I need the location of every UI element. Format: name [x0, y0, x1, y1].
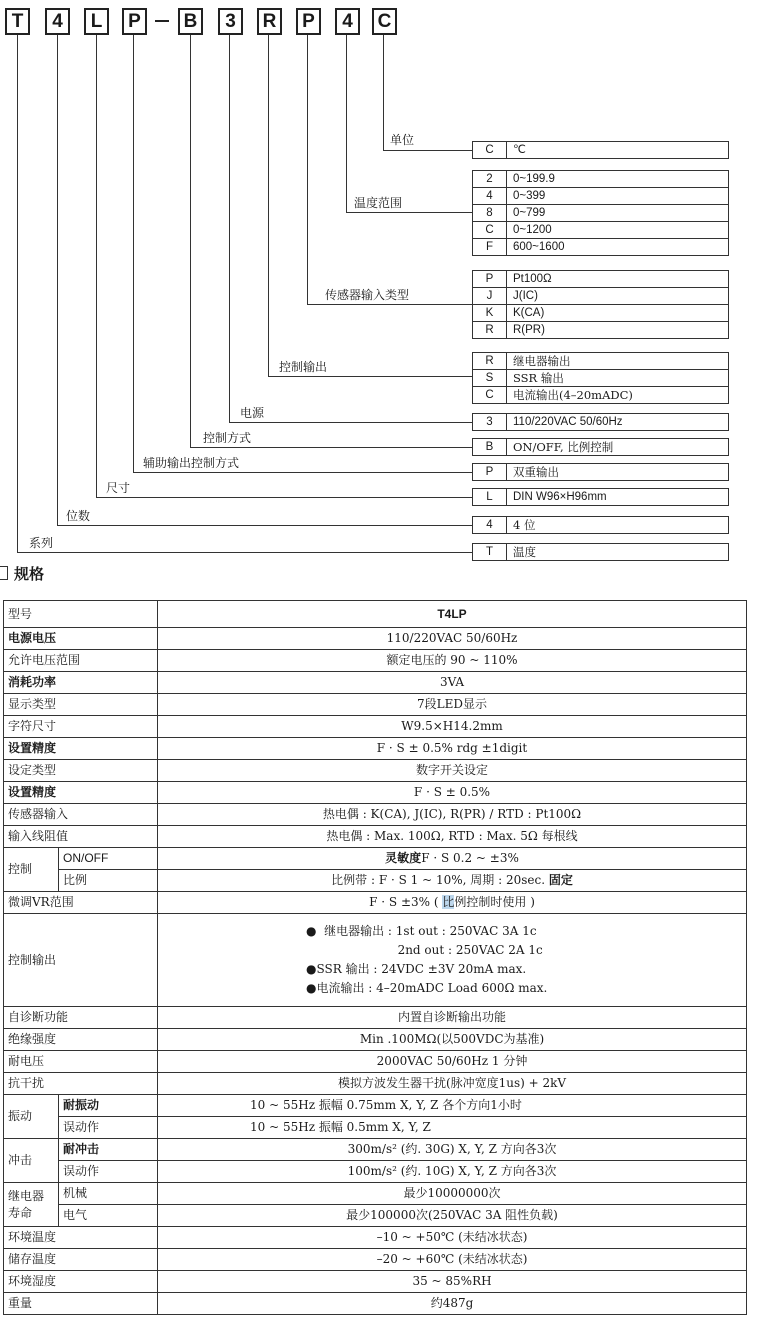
table-row: [4, 1249, 747, 1271]
code-char-sensor: P: [296, 8, 321, 35]
table-row: [4, 848, 747, 870]
spec-label-relay: [4, 1183, 59, 1227]
spec-label: 重量: [4, 1293, 158, 1315]
option-code: C: [473, 142, 507, 159]
spec-value: Min .100MΩ(以500VDC为基准): [158, 1029, 747, 1051]
table-row: [4, 1117, 747, 1139]
leader-sensor-h: [307, 304, 472, 305]
option-row: [473, 387, 729, 404]
spec-value: 约487g: [158, 1293, 747, 1315]
spec-value: 最少100000次(250VAC 3A 阻性负载): [158, 1205, 747, 1227]
table-row: [4, 1139, 747, 1161]
option-row: [473, 222, 729, 239]
table-row: [4, 1051, 747, 1073]
spec-value: 热电偶 : K(CA), J(IC), R(PR) / RTD : Pt100Ω: [158, 804, 747, 826]
spec-label: 控制输出: [4, 914, 158, 1007]
table-row: [4, 826, 747, 848]
spec-value-control-output: [158, 914, 747, 1007]
leader-aux-h: [133, 472, 472, 473]
option-code: B: [473, 439, 507, 456]
spec-value: 内置自诊断输出功能: [158, 1007, 747, 1029]
label-control-method: 控制方式: [203, 431, 252, 445]
spec-label: 微调VR范围: [4, 892, 158, 914]
spec-value: 热电偶 : Max. 100Ω, RTD : Max. 5Ω 每根线: [158, 826, 747, 848]
option-row: [473, 271, 729, 288]
table-row: [4, 1205, 747, 1227]
leader-series-v: [17, 35, 18, 553]
option-code: K: [473, 305, 507, 322]
spec-value: –10 ~ +50℃ (未结冰状态): [158, 1227, 747, 1249]
spec-section-title-text: 规格: [14, 565, 45, 583]
table-row: [4, 650, 747, 672]
option-value: 0~799: [507, 205, 729, 222]
table-row: [4, 1183, 747, 1205]
relay-label-line: 继电器: [8, 1188, 45, 1203]
leader-digits-v: [57, 35, 58, 526]
leader-method-h: [190, 447, 472, 448]
spec-sublabel: 耐冲击: [59, 1139, 158, 1161]
spec-value: 100m/s² (约. 10G) X, Y, Z 方向各3次: [158, 1161, 747, 1183]
table-row: [4, 1029, 747, 1051]
table-row: [4, 716, 747, 738]
option-code: F: [473, 239, 507, 256]
option-row: [473, 353, 729, 370]
option-row: [473, 370, 729, 387]
spec-value: 7段LED显示: [158, 694, 747, 716]
vr-value-a: F · S ±3% (: [369, 895, 443, 909]
option-table-control-output: [472, 352, 729, 404]
table-row: [4, 1293, 747, 1315]
option-table-temp-range: [472, 170, 729, 256]
spec-label: 振动: [4, 1095, 59, 1139]
option-table-digits: [472, 516, 729, 534]
table-row: [4, 1073, 747, 1095]
table-row: [4, 760, 747, 782]
spec-value: 最少10000000次: [158, 1183, 747, 1205]
spec-sublabel: 误动作: [59, 1117, 158, 1139]
spec-label: 显示类型: [4, 694, 158, 716]
vr-value-highlight: 比: [442, 895, 455, 909]
option-code: 2: [473, 171, 507, 188]
option-table-control-method: [472, 438, 729, 456]
spec-label: 电源电压: [4, 628, 158, 650]
option-code: J: [473, 288, 507, 305]
option-row: [473, 205, 729, 222]
code-char-range: 4: [335, 8, 360, 35]
option-row: [473, 517, 729, 534]
spec-value: 10 ~ 55Hz 振幅 0.5mm X, Y, Z: [158, 1117, 747, 1139]
spec-label: 耐电压: [4, 1051, 158, 1073]
option-code: T: [473, 544, 507, 561]
code-char-power: 3: [218, 8, 243, 35]
spec-value: W9.5×H14.2mm: [158, 716, 747, 738]
spec-value: T4LP: [158, 601, 747, 628]
option-value: 0~199.9: [507, 171, 729, 188]
spec-sublabel: 机械: [59, 1183, 158, 1205]
code-char-digits: 4: [45, 8, 70, 35]
spec-value: 3VA: [158, 672, 747, 694]
spec-label: 消耗功率: [4, 672, 158, 694]
spec-value: 数字开关设定: [158, 760, 747, 782]
spec-label: 冲击: [4, 1139, 59, 1183]
onoff-prefix: 灵敏度: [385, 851, 422, 865]
spec-value: 额定电压的 90 ~ 110%: [158, 650, 747, 672]
option-row: [473, 544, 729, 561]
option-value: 0~1200: [507, 222, 729, 239]
leader-size-v: [96, 35, 97, 498]
relay-label-line: 寿命: [8, 1205, 33, 1220]
ctlout-line: 2nd out : 250VAC 2A 1c: [306, 943, 543, 957]
option-value: 4 位: [507, 517, 729, 534]
table-row: [4, 1007, 747, 1029]
spec-sublabel: 比例: [59, 870, 158, 892]
spec-label: 输入线阻值: [4, 826, 158, 848]
prop-suffix: 固定: [548, 873, 573, 887]
option-value: R(PR): [507, 322, 729, 339]
spec-label: 型号: [4, 601, 158, 628]
spec-sublabel: ON/OFF: [59, 848, 158, 870]
option-value: 600~1600: [507, 239, 729, 256]
table-row: [4, 782, 747, 804]
leader-unit-h: [383, 150, 472, 151]
code-char-size: L: [84, 8, 109, 35]
spec-label: 字符尺寸: [4, 716, 158, 738]
option-row: [473, 464, 729, 481]
option-table-sensor: [472, 270, 729, 339]
option-code: S: [473, 370, 507, 387]
label-unit: 单位: [390, 133, 415, 147]
option-row: [473, 489, 729, 506]
option-value: 0~399: [507, 188, 729, 205]
spec-value: 300m/s² (约. 30G) X, Y, Z 方向各3次: [158, 1139, 747, 1161]
spec-label: 允许电压范围: [4, 650, 158, 672]
label-digits: 位数: [66, 509, 91, 523]
label-sensor: 传感器输入类型: [325, 288, 410, 302]
spec-value: 110/220VAC 50/60Hz: [158, 628, 747, 650]
code-char-series: T: [5, 8, 30, 35]
table-row: [4, 694, 747, 716]
option-table-power: [472, 413, 729, 431]
code-char-method: B: [178, 8, 203, 35]
spec-label: 控制: [4, 848, 59, 892]
ctlout-line: ●电流输出 : 4–20mADC Load 600Ω max.: [306, 981, 548, 995]
leader-power-h: [229, 422, 472, 423]
ctlout-line: ●SSR 输出 : 24VDC ±3V 20mA max.: [306, 962, 527, 976]
spec-label: 抗干扰: [4, 1073, 158, 1095]
option-table-series: [472, 543, 729, 561]
leader-output-v: [268, 35, 269, 377]
spec-label: 环境温度: [4, 1227, 158, 1249]
spec-value: 2000VAC 50/60Hz 1 分钟: [158, 1051, 747, 1073]
spec-value: 35 ~ 85%RH: [158, 1271, 747, 1293]
option-code: P: [473, 464, 507, 481]
option-table-size: [472, 488, 729, 506]
spec-value: 10 ~ 55Hz 振幅 0.75mm X, Y, Z 各个方向1小时: [158, 1095, 747, 1117]
label-temp-range: 温度范围: [354, 196, 403, 210]
spec-value: F · S ± 0.5% rdg ±1digit: [158, 738, 747, 760]
spec-label: 设定类型: [4, 760, 158, 782]
spec-value: [158, 892, 747, 914]
ctlout-line: ● 继电器输出 : 1st out : 250VAC 3A 1c: [306, 924, 537, 938]
option-code: R: [473, 322, 507, 339]
option-code: P: [473, 271, 507, 288]
option-value: K(CA): [507, 305, 729, 322]
option-code: R: [473, 353, 507, 370]
option-value: 电流输出(4–20mADC): [507, 387, 729, 404]
spec-label: 设置精度: [4, 738, 158, 760]
option-row: [473, 288, 729, 305]
leader-method-v: [190, 35, 191, 448]
spec-value: 模拟方波发生器干扰(脉冲宽度1us) + 2kV: [158, 1073, 747, 1095]
option-code: L: [473, 489, 507, 506]
label-power: 电源: [240, 406, 265, 420]
spec-label: 自诊断功能: [4, 1007, 158, 1029]
leader-range-v: [346, 35, 347, 213]
table-row: [4, 1271, 747, 1293]
option-code: 4: [473, 517, 507, 534]
spec-value: –20 ~ +60℃ (未结冰状态): [158, 1249, 747, 1271]
label-control-output: 控制输出: [279, 360, 328, 374]
option-value: ℃: [507, 142, 729, 159]
option-value: Pt100Ω: [507, 271, 729, 288]
table-row: [4, 914, 747, 1007]
table-row: [4, 1095, 747, 1117]
option-row: [473, 414, 729, 431]
option-value: ON/OFF, 比例控制: [507, 439, 729, 456]
leader-size-h: [96, 497, 472, 498]
label-aux-output: 辅助输出控制方式: [143, 456, 240, 470]
option-row: [473, 439, 729, 456]
code-char-unit: C: [372, 8, 397, 35]
option-code: 8: [473, 205, 507, 222]
table-row: [4, 804, 747, 826]
spec-label: 设置精度: [4, 782, 158, 804]
spec-value: [158, 848, 747, 870]
spec-value: F · S ± 0.5%: [158, 782, 747, 804]
option-code: 4: [473, 188, 507, 205]
option-value: J(IC): [507, 288, 729, 305]
table-row: [4, 870, 747, 892]
table-row: [4, 1161, 747, 1183]
spec-sublabel: 误动作: [59, 1161, 158, 1183]
table-row: [4, 892, 747, 914]
leader-digits-h: [57, 525, 472, 526]
spec-table: [3, 600, 747, 1315]
table-row: [4, 628, 747, 650]
option-value: 继电器输出: [507, 353, 729, 370]
spec-label: 储存温度: [4, 1249, 158, 1271]
table-row: [4, 1227, 747, 1249]
code-char-aux: P: [122, 8, 147, 35]
leader-range-h: [346, 212, 472, 213]
table-row: [4, 601, 747, 628]
option-value: 温度: [507, 544, 729, 561]
option-value: DIN W96×H96mm: [507, 489, 729, 506]
option-row: [473, 171, 729, 188]
leader-output-h: [268, 376, 472, 377]
spec-label: 绝缘强度: [4, 1029, 158, 1051]
option-row: [473, 239, 729, 256]
option-row: [473, 305, 729, 322]
prop-value: 比例带 : F · S 1 ~ 10%, 周期 : 20sec.: [331, 873, 546, 887]
option-row: [473, 142, 729, 159]
option-code: C: [473, 222, 507, 239]
code-char-output: R: [257, 8, 282, 35]
table-row: [4, 738, 747, 760]
option-value: 110/220VAC 50/60Hz: [507, 414, 729, 431]
option-row: [473, 188, 729, 205]
option-value: SSR 输出: [507, 370, 729, 387]
spec-sublabel: 耐振动: [59, 1095, 158, 1117]
table-row: [4, 672, 747, 694]
option-table-unit: [472, 141, 729, 159]
code-separator: [155, 20, 169, 22]
spec-value: [158, 870, 747, 892]
label-size: 尺寸: [106, 481, 131, 495]
spec-sublabel: 电气: [59, 1205, 158, 1227]
option-value: 双重输出: [507, 464, 729, 481]
option-code: C: [473, 387, 507, 404]
onoff-value: F · S 0.2 ~ ±3%: [421, 851, 519, 865]
leader-series-h: [17, 552, 472, 553]
option-row: [473, 322, 729, 339]
spec-section-title: [0, 563, 44, 584]
leader-power-v: [229, 35, 230, 423]
vr-value-b: 例控制时使用 ): [454, 895, 535, 909]
label-series: 系列: [29, 536, 54, 550]
leader-unit-v: [383, 35, 384, 151]
option-table-aux-output: [472, 463, 729, 481]
leader-aux-v: [133, 35, 134, 473]
spec-label: 环境湿度: [4, 1271, 158, 1293]
spec-label: 传感器输入: [4, 804, 158, 826]
option-code: 3: [473, 414, 507, 431]
leader-sensor-v: [307, 35, 308, 305]
section-marker-icon: [0, 566, 8, 580]
